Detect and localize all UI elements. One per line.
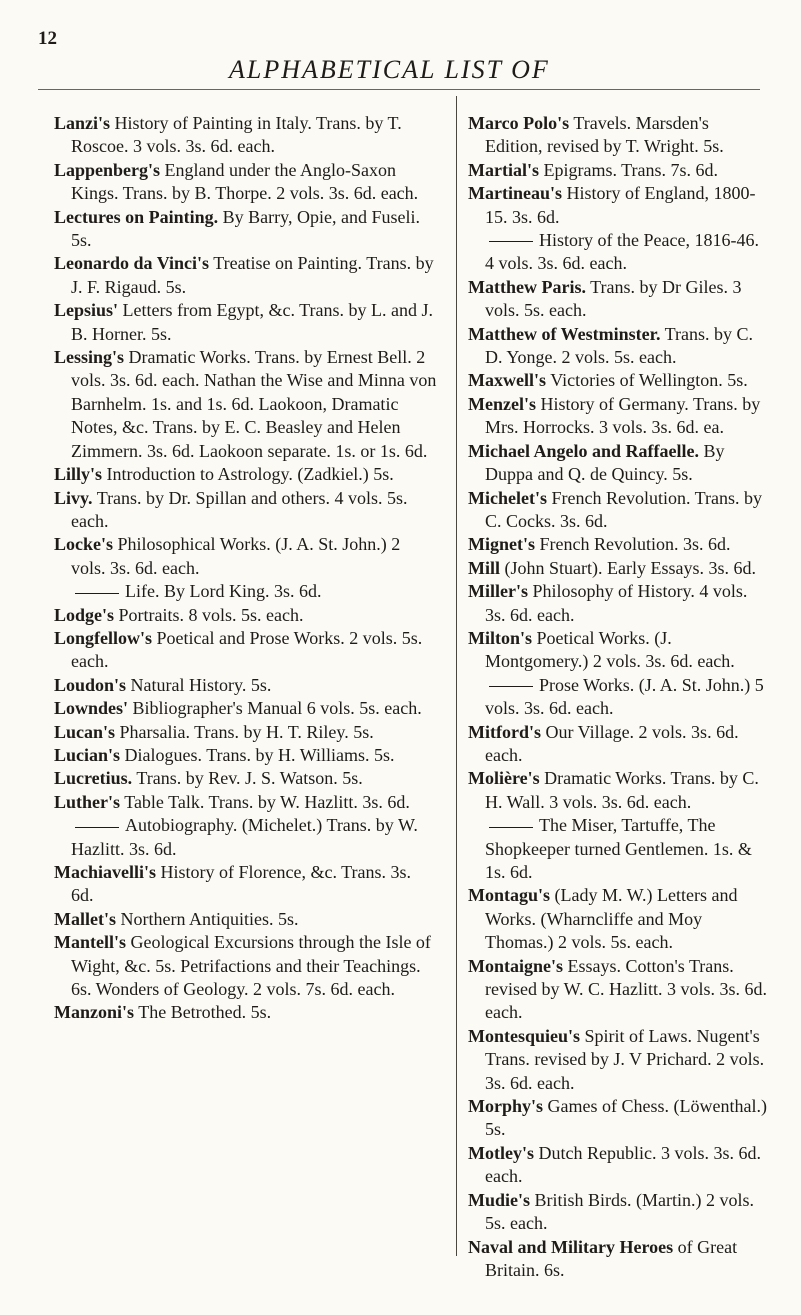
entry-title: Lucan's: [54, 721, 116, 742]
ditto-dash: [489, 686, 533, 687]
entry-title: Locke's: [54, 534, 114, 555]
entry-detail: History of the Peace, 1816-46. 4 vols. 3s. 6d. each.: [485, 230, 759, 274]
entry-detail: History of Germany. Trans. by Mrs. Horrocks. 3 vols. 3s. 6d. ea.: [485, 393, 761, 438]
entry-title: Lowndes': [54, 698, 129, 719]
ditto-dash: [75, 827, 119, 828]
entry-detail: England under the Anglo-Saxon Kings. Trans. by B. Thorpe. 2 vols. 3s. 6d. each.: [71, 159, 419, 204]
entry-detail: Victories of Wellington. 5s.: [550, 370, 748, 391]
entry-title: Lessing's: [54, 347, 125, 368]
entry-detail: Trans. by Dr. Spillan and others. 4 vols. 5s. each.: [71, 487, 408, 531]
entry-detail: Epigrams. Trans. 7s. 6d.: [543, 159, 718, 180]
catalog-entry: [54, 604, 437, 627]
entry-title: Loudon's: [54, 674, 127, 695]
catalog-entry: [54, 674, 437, 697]
entry-title: Menzel's: [468, 393, 536, 414]
entry-title: Lappenberg's: [54, 159, 161, 180]
ditto-dash: [489, 241, 533, 242]
entry-detail: Dutch Republic. 3 vols. 3s. 6d. each.: [485, 1142, 761, 1187]
catalog-subentry: [468, 814, 769, 884]
entry-detail: Geological Excursions through the Isle of Wight, &c. 5s. Petrifactions and their Teachings. 6s. Wonders of Geology. 2 vols. 7s. 6d. each.: [71, 932, 431, 1000]
catalog-entry: [468, 393, 769, 440]
entry-title: Matthew Paris.: [468, 276, 586, 297]
entry-title: Mill: [468, 557, 500, 578]
entry-detail: French Revolution. 3s. 6d.: [539, 534, 731, 555]
entry-detail: British Birds. (Martin.) 2 vols. 5s. each.: [485, 1189, 755, 1234]
entry-detail: Philosophy of History. 4 vols. 3s. 6d. each.: [485, 581, 748, 625]
entry-detail: Spirit of Laws. Nugent's Trans. revised by J. V Prichard. 2 vols. 3s. 6d. each.: [485, 1025, 765, 1093]
entry-title: Montesquieu's: [468, 1025, 581, 1046]
entry-title: Lectures on Painting.: [54, 206, 219, 227]
entry-detail: French Revolution. Trans. by C. Cocks. 3s. 6d.: [485, 487, 762, 531]
catalog-entry: [468, 955, 769, 1025]
entry-detail: History of Florence, &c. Trans. 3s. 6d.: [71, 862, 411, 906]
entry-title: Lepsius': [54, 300, 119, 321]
catalog-entry: [468, 440, 769, 487]
entry-title: Lodge's: [54, 604, 115, 625]
catalog-entry: [468, 767, 769, 814]
entry-title: Longfellow's: [54, 627, 153, 648]
catalog-entry: [468, 1095, 769, 1142]
entry-detail: History of England, 1800-15. 3s. 6d.: [485, 183, 756, 227]
catalog-entry: [468, 884, 769, 954]
catalog-entry: [468, 159, 769, 182]
right-column: [468, 112, 769, 1282]
entry-title: Marco Polo's: [468, 113, 570, 133]
entry-detail: By Duppa and Q. de Quincy. 5s.: [485, 440, 725, 485]
entry-title: Mallet's: [54, 908, 116, 929]
entry-detail: Pharsalia. Trans. by H. T. Riley. 5s.: [119, 721, 374, 742]
entry-detail: Dramatic Works. Trans. by C. H. Wall. 3 vols. 3s. 6d. each.: [485, 768, 759, 812]
entry-detail: Poetical and Prose Works. 2 vols. 5s. each.: [71, 627, 423, 672]
entry-title: Motley's: [468, 1142, 534, 1163]
entry-detail: Trans. by Dr Giles. 3 vols. 5s. each.: [485, 276, 742, 321]
catalog-entry: [468, 369, 769, 392]
catalog-entry: [468, 323, 769, 370]
entry-title: Mitford's: [468, 721, 541, 742]
column-divider: [456, 96, 457, 1256]
page-number: 12: [38, 28, 57, 49]
catalog-entry: [54, 767, 437, 790]
entry-title: Matthew of Westminster.: [468, 323, 661, 344]
catalog-entry: [54, 721, 437, 744]
entry-detail: Trans. by Rev. J. S. Watson. 5s.: [136, 768, 363, 789]
entry-detail: Bibliographer's Manual 6 vols. 5s. each.: [132, 698, 422, 719]
entry-detail: History of Painting in Italy. Trans. by T. Roscoe. 3 vols. 3s. 6d. each.: [71, 113, 402, 157]
entry-detail: Autobiography. (Michelet.) Trans. by W. Hazlitt. 3s. 6d.: [71, 815, 418, 859]
entry-title: Montaigne's: [468, 955, 564, 976]
catalog-entry: [54, 112, 437, 159]
entry-detail: Northern Antiquities. 5s.: [120, 908, 299, 929]
entry-title: Michael Angelo and Raffaelle.: [468, 440, 699, 461]
catalog-entry: [54, 346, 437, 463]
entry-detail: Poetical Works. (J. Montgomery.) 2 vols. 3s. 6d. each.: [485, 627, 735, 672]
catalog-entry: [468, 276, 769, 323]
catalog-entry: [468, 1236, 769, 1283]
entry-title: Manzoni's: [54, 1002, 135, 1023]
entry-title: Martineau's: [468, 183, 562, 204]
entry-title: Machiavelli's: [54, 862, 156, 882]
entry-detail: Trans. by C. D. Yonge. 2 vols. 5s. each.: [485, 323, 754, 368]
catalog-entry: [54, 627, 437, 674]
catalog-entry: [468, 627, 769, 674]
entry-detail: Travels. Marsden's Edition, revised by T. Wright. 5s.: [485, 113, 724, 157]
entry-detail: (John Stuart). Early Essays. 3s. 6d.: [504, 557, 756, 578]
ditto-dash: [489, 827, 533, 828]
catalog-subentry: [54, 580, 437, 603]
catalog-entry: [468, 1142, 769, 1189]
entry-title: Lanzi's: [54, 113, 111, 133]
entry-title: Mudie's: [468, 1189, 531, 1210]
catalog-entry: [54, 206, 437, 253]
entry-title: Naval and Military Heroes: [468, 1236, 674, 1257]
catalog-subentry: [54, 814, 437, 861]
catalog-entry: [54, 487, 437, 534]
ditto-dash: [75, 593, 119, 594]
entry-title: Maxwell's: [468, 370, 546, 391]
running-head: ALPHABETICAL LIST OF: [229, 55, 550, 84]
catalog-entry: [468, 1025, 769, 1095]
catalog-subentry: [468, 229, 769, 276]
catalog-entry: [54, 533, 437, 580]
catalog-entry: [54, 791, 437, 814]
entry-title: Lucretius.: [54, 768, 133, 789]
entry-detail: Natural History. 5s.: [130, 674, 272, 695]
entry-detail: Portraits. 8 vols. 5s. each.: [118, 604, 304, 625]
entry-title: Milton's: [468, 627, 533, 648]
entry-detail: Treatise on Painting. Trans. by J. F. Rigaud. 5s.: [71, 253, 434, 297]
catalog-entry: [54, 463, 437, 486]
entry-detail: Life. By Lord King. 3s. 6d.: [125, 581, 322, 602]
catalog-entry: [54, 861, 437, 908]
entry-detail: Games of Chess. (Löwenthal.) 5s.: [485, 1096, 767, 1140]
catalog-entry: [54, 697, 437, 720]
entry-detail: Table Talk. Trans. by W. Hazlitt. 3s. 6d.: [124, 791, 410, 812]
entry-title: Miller's: [468, 581, 528, 602]
entry-detail: By Barry, Opie, and Fuseli. 5s.: [71, 206, 420, 251]
entry-title: Martial's: [468, 159, 539, 180]
entry-detail: Letters from Egypt, &c. Trans. by L. and J. B. Horner. 5s.: [71, 300, 433, 344]
catalog-entry: [54, 1001, 437, 1024]
entry-title: Molière's: [468, 768, 540, 789]
catalog-entry: [54, 931, 437, 1001]
catalog-entry: [468, 533, 769, 556]
entry-title: Leonardo da Vinci's: [54, 253, 210, 274]
entry-title: Mantell's: [54, 932, 126, 953]
catalog-entry: [54, 252, 437, 299]
catalog-entry: [468, 112, 769, 159]
entry-detail: The Betrothed. 5s.: [138, 1002, 272, 1023]
catalog-entry: [54, 744, 437, 767]
entry-detail: Introduction to Astrology. (Zadkiel.) 5s.: [106, 464, 394, 485]
entry-title: Livy.: [54, 487, 93, 508]
entry-detail: (Lady M. W.) Letters and Works. (Wharncliffe and Moy Thomas.) 2 vols. 5s. each.: [485, 885, 738, 953]
entry-title: Michelet's: [468, 487, 547, 508]
entry-detail: Dialogues. Trans. by H. Williams. 5s.: [124, 744, 395, 765]
entry-detail: Dramatic Works. Trans. by Ernest Bell. 2 vols. 3s. 6d. each. Nathan the Wise and Minna von Barnhelm. 1s. and 1s. 6d. Laokoon, Dramatic Notes, &c. Trans. by E. C. Beasley and Helen Zimmern. 3s. 6d. Laokoon separate. 1s. or 1s. 6d.: [71, 347, 437, 461]
entry-detail: Philosophical Works. (J. A. St. John.) 2 vols. 3s. 6d. each.: [71, 534, 401, 578]
entry-detail: Essays. Cotton's Trans. revised by W. C. Hazlitt. 3 vols. 3s. 6d. each.: [485, 955, 767, 1023]
catalog-entry: [468, 580, 769, 627]
catalog-entry: [54, 299, 437, 346]
catalog-entry: [468, 182, 769, 229]
entry-title: Montagu's: [468, 885, 551, 906]
catalog-entry: [468, 721, 769, 768]
entry-title: Lilly's: [54, 464, 103, 485]
left-column: [54, 112, 437, 1025]
entry-detail: The Miser, Tartuffe, The Shopkeeper turned Gentlemen. 1s. & 1s. 6d.: [485, 815, 752, 882]
entry-detail: Prose Works. (J. A. St. John.) 5 vols. 3s. 6d. each.: [485, 674, 764, 719]
catalog-subentry: [468, 674, 769, 721]
catalog-entry: [468, 557, 769, 580]
entry-title: Lucian's: [54, 744, 121, 765]
entry-title: Mignet's: [468, 534, 535, 555]
catalog-entry: [54, 159, 437, 206]
catalog-entry: [54, 908, 437, 931]
entry-detail: Our Village. 2 vols. 3s. 6d. each.: [485, 721, 739, 765]
entry-title: Morphy's: [468, 1096, 544, 1117]
entry-title: Luther's: [54, 791, 121, 812]
catalog-entry: [468, 1189, 769, 1236]
entry-detail: of Great Britain. 6s.: [485, 1236, 738, 1280]
catalog-entry: [468, 487, 769, 534]
header-rule: [38, 89, 760, 90]
